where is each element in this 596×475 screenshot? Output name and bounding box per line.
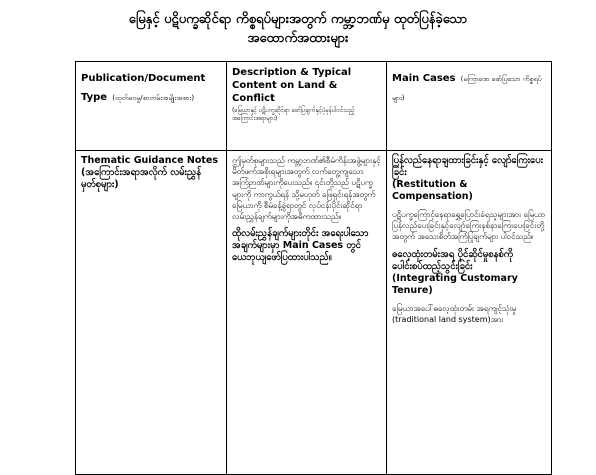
document-title (40, 10, 556, 48)
header-note: (မြေယာနှင့် ပဋိပက္ခဆိုင်ရာ ဖော်ပြချက်နှင့်ပုံမှန်ပါဝင်သည့် အကြောင်းအရာများ) (232, 107, 355, 122)
header-label: Publication/Document Type (81, 73, 206, 103)
case-customary-title: ဓလေ့ထုံးတမ်းအရ ပိုင်ဆိုင်မှုစနစ်ကို ပေါင်းစပ်ထည့်သွင်းခြင်း (392, 248, 514, 272)
header-note: (ထုတ်ဝေမှု/စာတမ်းအမျိုးအစား) (112, 94, 195, 102)
evidence-table (75, 61, 552, 475)
case-customary-title-en: (Integrating Customary Tenure) (392, 272, 518, 296)
guidance-notes-subtitle: (အကြောင်းအရာအလိုက် လမ်းညွှန်မှတ်စုများ) (81, 167, 202, 190)
case-restitution-title-en: (Restitution & Compensation) (392, 179, 473, 202)
guidance-notes-title: Thematic Guidance Notes (81, 155, 219, 166)
header-label: Description & Typical Content on Land & Conflict (232, 67, 352, 104)
case-restitution-title: ပြန်လည်နေရာချထားခြင်းနှင့် လျော်ကြေးပေးခြင်း (392, 155, 544, 178)
table-row (76, 151, 552, 475)
header-description (227, 62, 387, 151)
table-header-row (76, 62, 552, 151)
header-label: Main Cases (392, 73, 456, 84)
cell-description (227, 151, 387, 475)
header-main-cases (387, 62, 552, 151)
title-line-2: အထောက်အထားများ (247, 31, 349, 46)
cell-main-cases (387, 151, 552, 475)
cell-publication-type (76, 151, 227, 475)
header-note: (မကြာခဏ ဖော်ပြသော ကိစ္စရပ်များ) (392, 75, 542, 102)
description-main-cases-note: ထိုလမ်းညွှန်ချက်များတိုင်း အရေးပါသောအချက်များမှာ Main Cases တွင် ယေဘုယျဖော်ပြထားပါသည်။ (232, 228, 369, 264)
header-publication-type (76, 62, 227, 151)
title-line-1: မြေနှင့် ပဋိပက္ခဆိုင်ရာ ကိစ္စရပ်များအတွက် ကမ္ဘာ့ဘဏ်မှ ထုတ်ပြန်ခဲ့သော (128, 12, 468, 27)
case-restitution-body: ပဋိပက္ခကြောင့်နေရာရွှေ့ပြောင်းခံရသူများအား မြေယာပြန်လည်ပေးခြင်းနှင့်လျော်ကြေးနစ်နာကြေးပေးခြင်းတို့အတွက် အသေးစိတ်အကြံပြုချက်များ ပါဝင်သည်။ (392, 210, 546, 242)
description-body: ဤမှတ်စုများသည် ကမ္ဘာ့ဘဏ်၏စီမံကိန်းအဖွဲ့များနှင့် မိတ်ဖက်အစိုးရများအတွက် လက်တွေ့ကျသောအကြံဉာဏ်များကိုပေးသည်။ ၎င်းတို့သည် ပဋိပက္ခများကို ကာကွယ်ရန် သို့မဟုတ် ဖြေရှင်းရန်အတွက် မြေယာကို စီမံခန့်ခွဲရာတွင် လုပ်ငန်းပိုင်းဆိုင်ရာလမ်းညွှန်ချက်များကိုအဓိကထားသည်။ (232, 156, 381, 222)
case-customary-body: မြေယာအပေါ်ဓလေ့ထုံးတမ်း အရကျင့်သုံးမှု (traditional land system)အား (392, 303, 517, 324)
